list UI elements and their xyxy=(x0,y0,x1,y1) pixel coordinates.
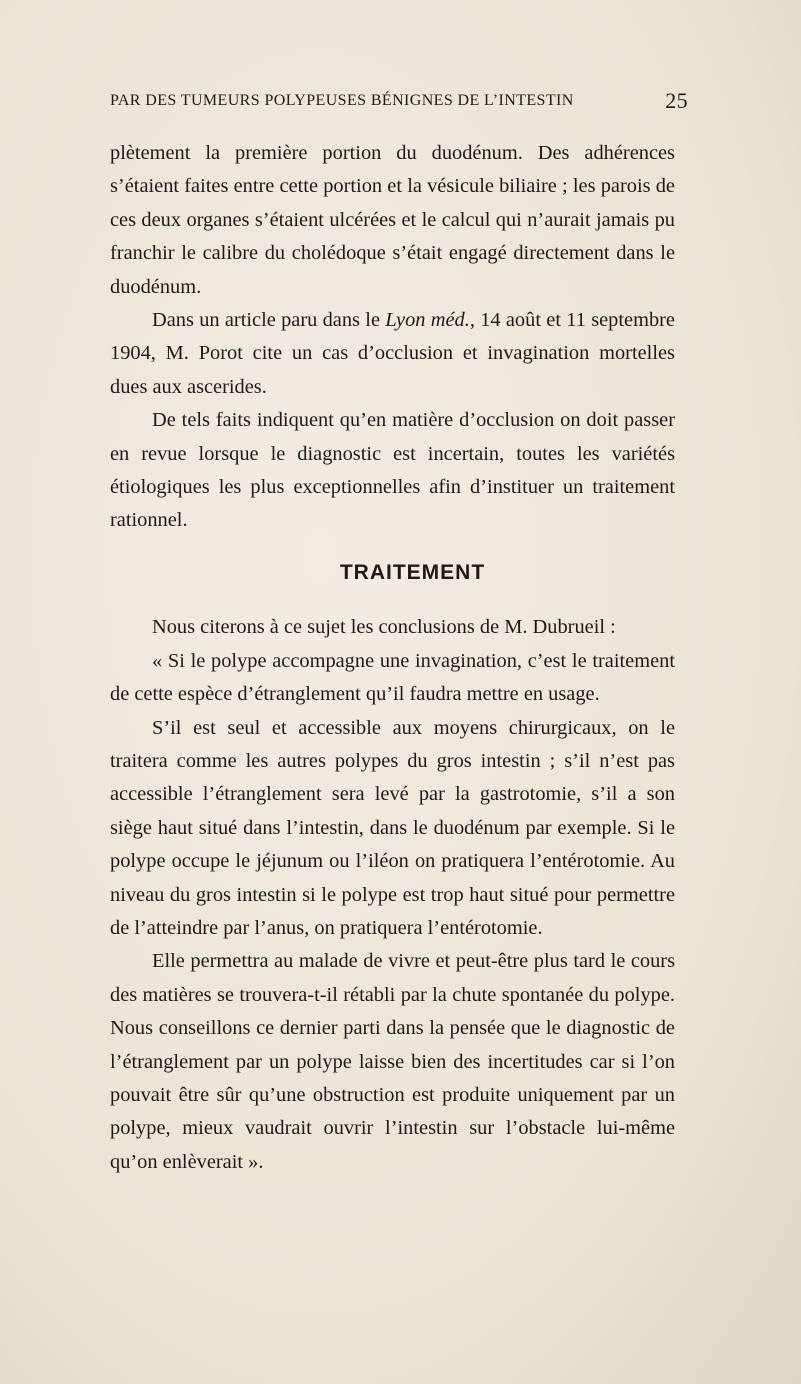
journal-title: Lyon méd. xyxy=(385,309,470,332)
body-text xyxy=(110,137,675,1179)
page-number: 25 xyxy=(665,88,688,113)
paragraph-2-end: , 14 août et 11 septembre 1904, M. Porot cite un cas d’occlusion et invagination mortelles dues aux ascerides. xyxy=(110,309,675,398)
paragraph-6: S’il est seul et accessible aux moyens chirurgicaux, on le traitera comme les autres polypes du gros intestin ; s’il n’est pas accessible l’étranglement sera levé par la gastrotomie, s’il a son siège haut situé dans l’intestin, dans le duodénum par exemple. Si le polype occupe le jéjunum ou l’iléon on pratiquera l’entérotomie. Au niveau du gros intestin si le polype est trop haut situé pour permettre de l’atteindre par l’anus, on pratiquera l’entérotomie. xyxy=(110,716,675,939)
paragraph-4: Nous citerons à ce sujet les conclusions de M. Dubrueil : xyxy=(152,616,616,639)
running-title: PAR DES TUMEURS POLYPEUSES BÉNIGNES DE L’INTESTIN xyxy=(110,92,574,109)
section-heading xyxy=(110,556,675,589)
paragraph-3: De tels faits indiquent qu’en matière d’occlusion on doit passer en revue lorsque le diagnostic est incertain, toutes les variétés étiologiques les plus exceptionnelles afin d’instituer un traitement rationnel. xyxy=(110,409,675,532)
paragraph-2 xyxy=(110,304,675,404)
paragraph-7: Elle permettra au malade de vivre et peut-être plus tard le cours des matières se trouvera-t-il rétabli par la chute spontanée du polype. Nous conseillons ce dernier parti dans la pensée que le diagnostic de l’étranglement par un polype laisse bien des incertitudes car si l’on pouvait être sûr qu’une obstruction est produite uniquement par un polype, mieux vaudrait ouvrir l’intestin sur l’obstacle lui-même qu’on enlèverait ». xyxy=(110,950,675,1173)
paragraph-5: « Si le polype accompagne une invagination, c’est le traitement de cette espèce d’étranglement qu’il faudra mettre en usage. xyxy=(110,649,675,706)
paragraph-2-start: Dans un article paru dans le xyxy=(152,309,386,332)
paragraph-1: plètement la première portion du duodénum. Des adhérences s’étaient faites entre cette portion et la vésicule biliaire ; les parois de ces deux organes s’étaient ulcérées et le calcul qui n’aurait jamais pu franchir le calibre du cholédoque s’était engagé directement dans le duodénum. xyxy=(110,142,675,298)
section-heading-text: TRAITEMENT xyxy=(339,560,486,584)
